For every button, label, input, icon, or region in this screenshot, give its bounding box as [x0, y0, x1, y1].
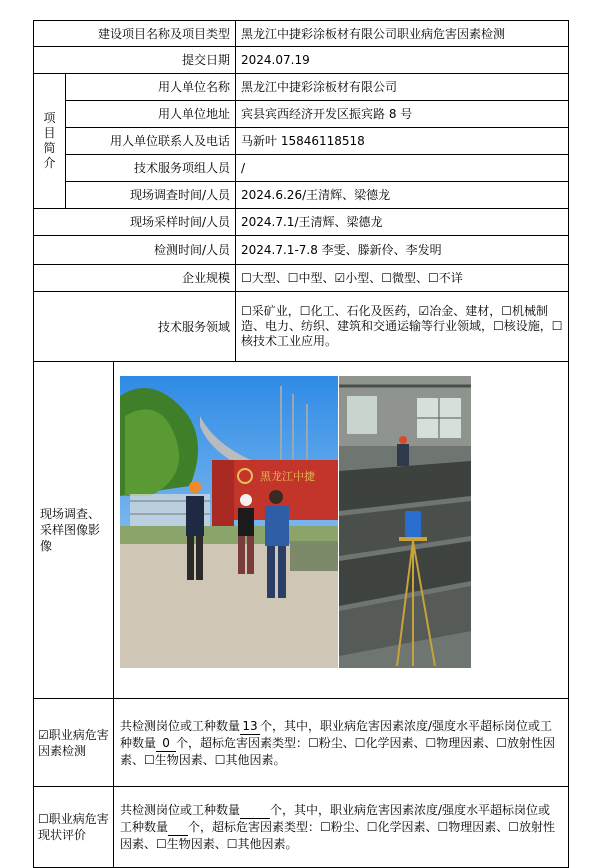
gate-sign-text: 黑龙江中捷 — [260, 470, 315, 483]
detection-text-c: 个，超标危害因素类型：☐粉尘、☐化学因素、☐物理因素、☐放射性因素、☐生物因素、☐其他因素。 — [120, 735, 556, 767]
employer-address-value: 宾县宾西经济开发区振宾路 8 号 — [236, 101, 569, 128]
detection-time-label: 检测时间/人员 — [34, 236, 236, 265]
project-name-label: 建设项目名称及项目类型 — [34, 21, 236, 47]
row-photos — [34, 362, 569, 699]
photos-container — [114, 362, 565, 698]
detection-text-b: 个，其中，职业病危害因素浓度/强度水平超标岗位或工种数量 — [120, 718, 553, 750]
submit-date-value: 2024.07.19 — [236, 47, 569, 74]
sampling-site-photo — [339, 376, 471, 668]
detection-exceed-count: 0 — [156, 735, 176, 752]
row-employer-address — [34, 101, 569, 128]
row-submit-date — [34, 47, 569, 74]
row-enterprise-scale — [34, 265, 569, 292]
photos-cell — [114, 362, 569, 699]
photos-label: 现场调查、采样图像影像 — [34, 362, 114, 699]
detection-summary — [114, 699, 569, 787]
evaluation-summary — [114, 787, 569, 868]
evaluation-text-c: 个，超标危害因素类型：☐粉尘、☐化学因素、☐物理因素、☐放射性因素、☐生物因素、☐其他因素。 — [120, 820, 556, 851]
row-service-field — [34, 292, 569, 362]
evaluation-label: ☐职业病危害现状评价 — [34, 787, 114, 868]
row-survey-time — [34, 182, 569, 209]
service-field-label: 技术服务领域 — [34, 292, 236, 362]
submit-date-label: 提交日期 — [34, 47, 236, 74]
enterprise-scale-label: 企业规模 — [34, 265, 236, 292]
site-gate-photo — [120, 376, 338, 668]
survey-time-value: 2024.6.26/王清辉、梁德龙 — [236, 182, 569, 209]
enterprise-scale-value: ☐大型、☐中型、☑小型、☐微型、☐不详 — [236, 265, 569, 292]
detection-text-a: 共检测岗位或工种数量 — [120, 718, 241, 733]
service-team-value: / — [236, 155, 569, 182]
project-name-value: 黑龙江中捷彩涂板材有限公司职业病危害因素检测 — [236, 21, 569, 47]
sampling-time-value: 2024.7.1/王清辉、梁德龙 — [236, 209, 569, 236]
row-employer-contact — [34, 128, 569, 155]
evaluation-text-a: 共检测岗位或工种数量 — [120, 803, 241, 817]
row-evaluation — [34, 787, 569, 868]
employer-contact-value: 马新叶 15846118518 — [236, 128, 569, 155]
evaluation-post-count — [240, 802, 270, 819]
project-summary-label — [34, 74, 66, 209]
evaluation-text-b: 个，其中，职业病危害因素浓度/强度水平超标岗位或工种数量 — [120, 803, 551, 834]
row-detection — [34, 699, 569, 787]
detection-time-value: 2024.7.1-7.8 李雯、滕新伶、李发明 — [236, 236, 569, 265]
employer-address-label: 用人单位地址 — [66, 101, 236, 128]
sampling-time-label: 现场采样时间/人员 — [34, 209, 236, 236]
row-service-team — [34, 155, 569, 182]
service-field-value: ☐采矿业，☐化工、石化及医药，☑冶金、建材，☐机械制造、电力、纺织、建筑和交通运输等行业领域，☐核设施，☐核技术工业应用。 — [236, 292, 569, 362]
row-detection-time — [34, 236, 569, 265]
employer-contact-label: 用人单位联系人及电话 — [66, 128, 236, 155]
evaluation-exceed-count — [168, 819, 188, 836]
project-summary-text: 项目简介 — [43, 111, 56, 170]
service-team-label: 技术服务项组人员 — [66, 155, 236, 182]
project-info-table — [33, 20, 569, 868]
row-employer-name — [34, 74, 569, 101]
employer-name-label: 用人单位名称 — [66, 74, 236, 101]
detection-label: ☑职业病危害因素检测 — [34, 699, 114, 787]
survey-time-label: 现场调查时间/人员 — [66, 182, 236, 209]
employer-name-value: 黑龙江中捷彩涂板材有限公司 — [236, 74, 569, 101]
row-sampling-time — [34, 209, 569, 236]
detection-post-count: 13 — [240, 718, 260, 735]
row-project-name — [34, 21, 569, 47]
